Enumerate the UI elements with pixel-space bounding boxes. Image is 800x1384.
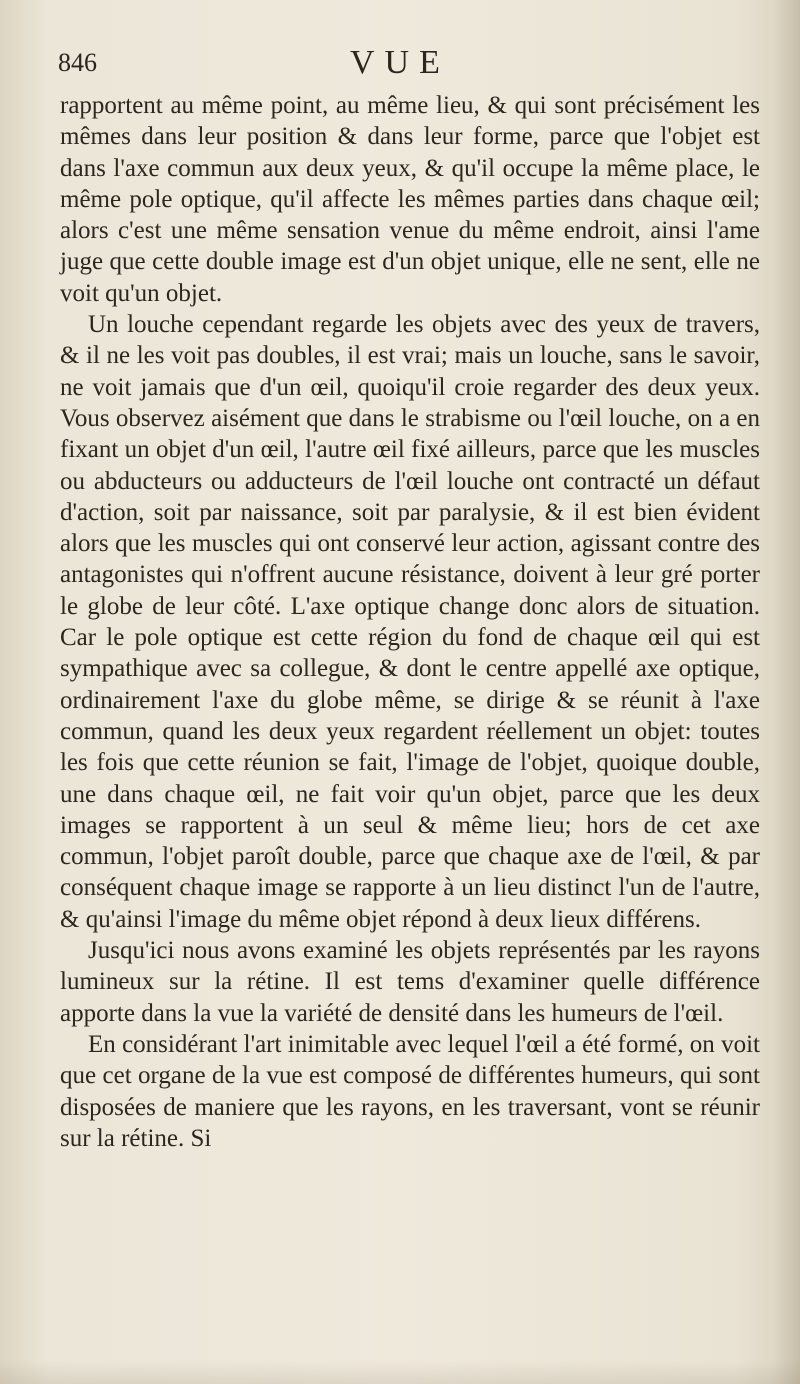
running-head: VUE [350, 44, 450, 81]
page-number: 846 [58, 48, 97, 77]
paragraph: En considérant l'art inimitable avec lequel l'œil a été formé, on voit que cet organe de la vue est composé de différentes humeurs, qui sont disposées de maniere que les rayons, en les traversant, vont se réunir sur la rétine. Si [60, 1030, 760, 1152]
page-bottom-shadow [0, 1360, 800, 1384]
page-edge-shadow [774, 0, 800, 1384]
paragraph: Jusqu'ici nous avons examiné les objets représentés par les rayons lumineux sur la rétine. Il est tems d'examiner quelle différence apporte dans la vue la variété de densité dans les humeurs de l'œil. [60, 937, 760, 1027]
page-header [58, 44, 738, 88]
body-text [60, 90, 760, 1154]
paragraph: rapportent au même point, au même lieu, & qui sont précisément les mêmes dans leur position & dans leur forme, parce que l'objet est dans l'axe commun aux deux yeux, & qu'il occupe la même place, le même pole optique, qu'il affecte les mêmes parties dans chaque œil; alors c'est une même sensation venue du même endroit, ainsi l'ame juge que cette double image est d'un objet unique, elle ne sent, elle ne voit qu'un objet. [60, 92, 760, 307]
paragraph: Un louche cependant regarde les objets avec des yeux de travers, & il ne les voit pas doubles, il est vrai; mais un louche, sans le savoir, ne voit jamais que d'un œil, quoiqu'il croie regarder des deux yeux. Vous observez aisément que dans le strabisme ou l'œil louche, on a en fixant un objet d'un œil, l'autre œil fixé ailleurs, parce que les muscles ou abducteurs ou adducteurs de l'œil louche ont contracté un défaut d'action, soit par naissance, soit par paralysie, & il est bien évident alors que les muscles qui ont conservé leur action, agissant contre des antagonistes qui n'offrent aucune résistance, doivent à leur gré porter le globe de leur côté. L'axe optique change donc alors de situation. Car le pole optique est cette région du fond de chaque œil qui est sympathique avec sa collegue, & dont le centre appellé axe optique, ordinairement l'axe du globe même, se dirige & se réunit à l'axe commun, quand les deux yeux regardent réellement un objet: toutes les fois que cette réunion se fait, l'image de l'objet, quoique double, une dans chaque œil, ne fait voir qu'un objet, parce que les deux images se rapportent à un seul & même lieu; hors de cet axe commun, l'objet paroît double, parce que chaque axe de l'œil, & par conséquent chaque image se rapporte à un lieu distinct l'un de l'autre, & qu'ainsi l'image du même objet répond à deux lieux différens. [60, 311, 760, 933]
